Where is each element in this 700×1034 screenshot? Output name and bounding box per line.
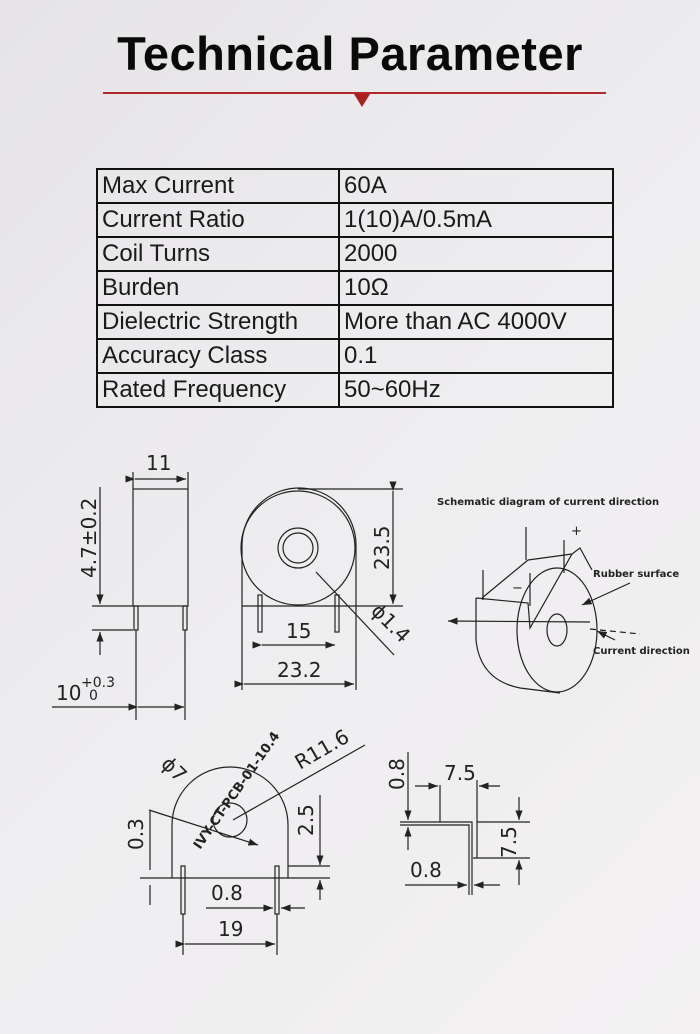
polarity-plus: +	[571, 524, 582, 539]
dim-pin-tol-upper: +0.3	[81, 675, 115, 691]
param-value: 10Ω	[339, 271, 613, 305]
dim-side-height: 4.7±0.2	[77, 497, 101, 578]
dim-front-width: 23.2	[277, 658, 322, 682]
rubber-surface-label: Rubber surface	[593, 569, 680, 580]
dim-pin-dia: ϕ1.4	[366, 598, 416, 648]
dim-front-height: 23.5	[370, 525, 394, 570]
dim-side-len: 7.5	[497, 826, 521, 858]
schematic-title: Schematic diagram of current direction	[437, 497, 660, 508]
param-value: 2000	[339, 237, 613, 271]
param-value: 0.1	[339, 339, 613, 373]
param-value: More than AC 4000V	[339, 305, 613, 339]
dim-pin-spacing: 15	[286, 619, 312, 643]
dim-hole-dia: ϕ7	[156, 751, 192, 787]
param-value: 50~60Hz	[339, 373, 613, 407]
dim-top-thick: 0.8	[385, 758, 409, 790]
current-direction-schematic	[448, 527, 640, 693]
param-value: 60A	[339, 169, 613, 203]
param-key: Rated Frequency	[97, 373, 339, 407]
dim-pin-base: 10	[56, 681, 82, 705]
param-key: Current Ratio	[97, 203, 339, 237]
dim-right-offset: 2.5	[294, 804, 318, 836]
dim-bottom-thick: 0.8	[410, 858, 442, 882]
param-key: Max Current	[97, 169, 339, 203]
param-key: Dielectric Strength	[97, 305, 339, 339]
dim-pin-width: 0.8	[211, 881, 243, 905]
dim-side-width: 11	[146, 451, 172, 475]
pcb-marking: IVY-CT-PCB-01-10.4	[190, 729, 284, 853]
front-view-drawing	[241, 488, 403, 690]
param-key: Accuracy Class	[97, 339, 339, 373]
dim-pin-tol-lower: 0	[89, 688, 98, 704]
polarity-minus: −	[512, 581, 523, 596]
dim-left-offset: 0.3	[124, 818, 148, 850]
page-title: Technical Parameter	[117, 27, 583, 80]
dim-radius: R11.6	[290, 724, 354, 775]
param-key: Coil Turns	[97, 237, 339, 271]
param-value: 1(10)A/0.5mA	[339, 203, 613, 237]
dim-top-len: 7.5	[444, 761, 476, 785]
param-key: Burden	[97, 271, 339, 305]
current-direction-label: Current direction	[593, 646, 690, 657]
dim-pcb-pin-spacing: 19	[218, 917, 244, 941]
